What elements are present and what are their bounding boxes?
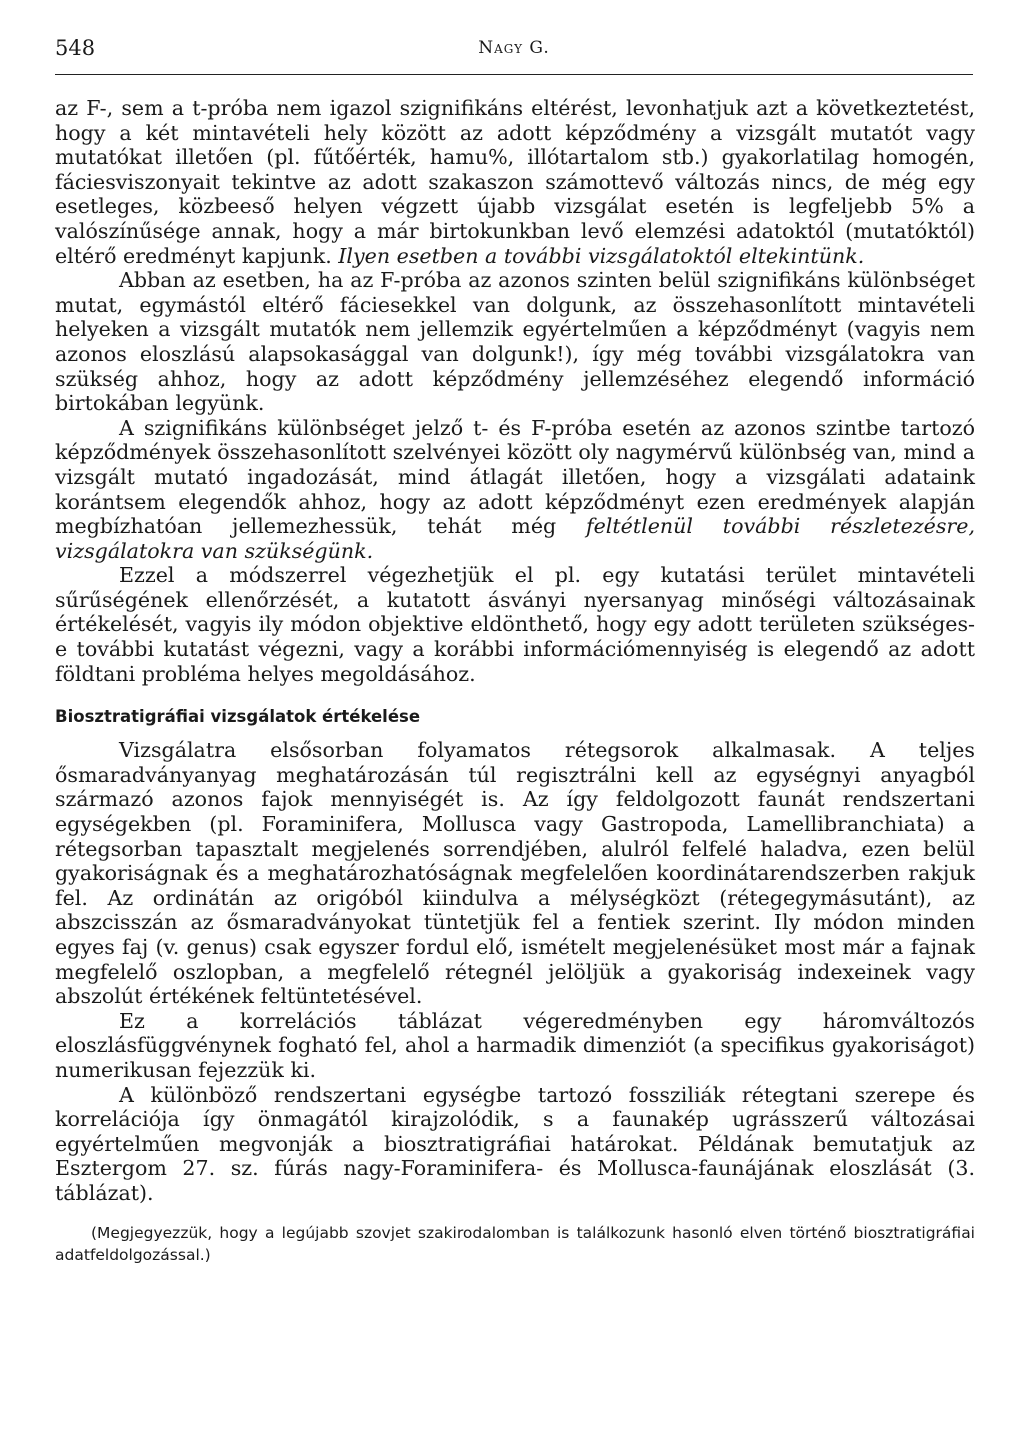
paragraph-3-text: A szignifikáns különbséget jelző t- és F-próba esetén az azonos szintbe tartozó képződmények összehasonlított szelvényei között oly nagymérvű különbség van, mind a vizsgált mutató ingadozását, mind átlagát illetően, hogy a vizsgálati adataink korántsem elegendők ahhoz, hogy az adott képződményt ezen eredmények alapján megbízhatóan jellemezhessük, tehát még bbox=[55, 415, 975, 539]
paragraph-1-text: az F-, sem a t-próba nem igazol szignifikáns eltérést, levonhatjuk azt a következtetést, hogy a két mintavételi hely között az adott képződmény a vizsgált mutatót vagy mutatókat illetően (pl. fűtőérték, hamu%, illótartalom stb.) gyakorlatilag homogén, fáciesviszonyait tekintve az adott szakaszon számottevő változás nincs, de még egy esetleges, közbeeső helyen végzett újabb vizsgálat esetén is legfeljebb 5% a valószínűsége annak, hogy a már birtokunkban levő elemzési adatoktól (mutatóktól) eltérő eredményt kapjunk. bbox=[55, 96, 975, 268]
paragraph-1 bbox=[55, 96, 975, 268]
section-heading: Biosztratigráfiai vizsgálatok értékelése bbox=[55, 707, 421, 727]
footnote: (Megjegyezzük, hogy a legújabb szovjet szakirodalomban is találkozunk hasonló elven történő biosztratigráfiai adatfeldolgozással.) bbox=[55, 1223, 975, 1264]
paragraph-4 bbox=[55, 563, 975, 686]
paragraph-4-text: Ezzel a módszerrel végezhetjük el pl. egy kutatási terület mintavételi sűrűségének ellenőrzését, a kutatott ásványi nyersanyag minőségi változásainak értékelését, vagyis ily módon objektive eldönthető, hogy egy adott területen szükséges-e további kutatást végezni, vagy a korábbi információmennyiség is elegendő az adott földtani probléma helyes megoldásához. bbox=[55, 563, 975, 686]
page-number: 548 bbox=[55, 36, 96, 60]
running-head: Nagy G. bbox=[478, 38, 550, 58]
page-body bbox=[55, 96, 975, 1266]
paragraph-3 bbox=[55, 416, 975, 564]
paragraph-1-emphasis: Ilyen esetben a további vizsgálatoktól eltekintünk. bbox=[338, 243, 865, 268]
paragraph-2-text: Abban az esetben, ha az F-próba az azonos szinten belül szignifikáns különbséget mutat, egymástól eltérő fáciesekkel van dolgunk, az összehasonlított mintavételi helyeken a vizsgált mutatók nem jellemzik egyértelműen a képződményt (vagyis nem azonos eloszlású alapsokasággal van dolgunk!), így még további vizsgálatokra van szükség ahhoz, hogy az adott képződmény jellemzéséhez elegendő információ birtokában legyünk. bbox=[55, 268, 975, 416]
section-paragraph-1: Vizsgálatra elsősorban folyamatos rétegsorok alkalmasak. A teljes ősmaradványanyag meghatározásán túl regisztrálni kell az egységnyi anyagból származó azonos fajok mennyiségét is. Az így feldolgozott faunát rendszertani egységekben (pl. Foraminifera, Mollusca vagy Gastropoda, Lamellibranchiata) a rétegsorban tapasztalt megjelenés sorrendjében, alulról felfelé haladva, ezen belül gyakoriságnak és a meghatározhatóságnak megfelelően koordinátarendszerben rakjuk fel. Az ordinátán az origóból kiindulva a mélységközt (rétegegymásutánt), az abszcisszán az ősmaradványokat tüntetjük fel a fentiek szerint. Ily módon minden egyes faj (v. genus) csak egyszer fordul elő, ismételt megjelenésüket most már a fajnak megfelelő oszlopban, a megfelelő rétegnél jelöljük a gyakoriság indexeinek vagy abszolút értékének feltüntetésével. bbox=[55, 738, 975, 1009]
paragraph-3-emphasis: feltétlenül további részletezésre, vizsgálatokra van szükségünk. bbox=[55, 514, 975, 563]
page-header bbox=[55, 34, 973, 75]
section-paragraph-3: A különböző rendszertani egységbe tartozó fossziliák rétegtani szerepe és korrelációja így önmagától kirajzolódik, s a faunakép ugrásszerű változásai egyértelműen megvonják a biosztratigráfiai határokat. Példának bemutatjuk az Esztergom 27. sz. fúrás nagy-Foraminifera- és Mollusca-faunájának eloszlását (3. táblázat). bbox=[55, 1082, 975, 1205]
paragraph-2 bbox=[55, 268, 975, 416]
section-paragraph-2: Ez a korrelációs táblázat végeredményben egy háromváltozós eloszlásfüggvénynek fogható fel, ahol a harmadik dimenziót (a specifikus gyakoriságot) numerikusan fejezzük ki. bbox=[55, 1008, 975, 1082]
